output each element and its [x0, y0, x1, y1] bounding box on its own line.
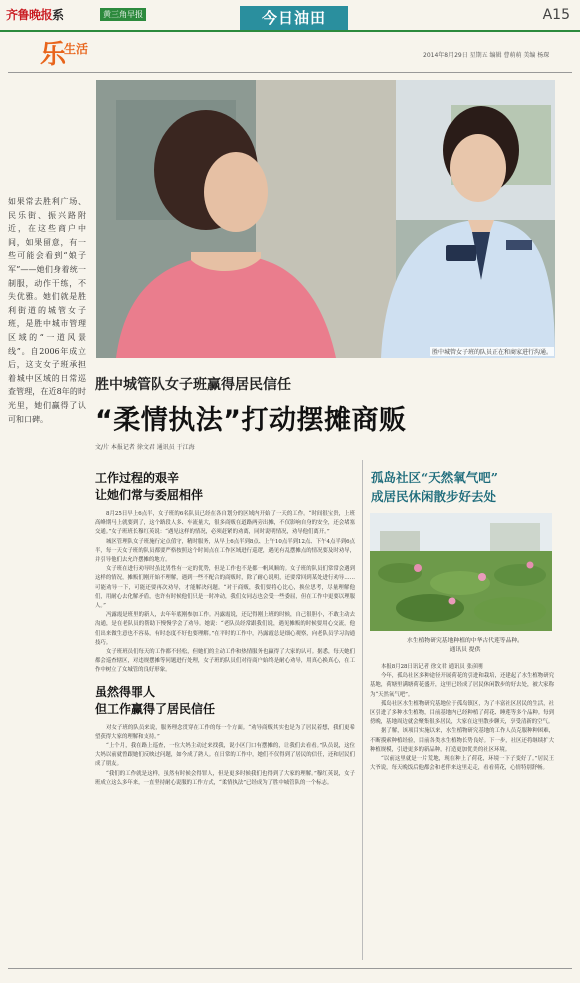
right-story-photo	[370, 513, 552, 631]
main-photo-illustration	[96, 80, 555, 358]
column-logo	[40, 34, 88, 71]
article-paragraph: 女子班班员们每天的工作都不轻松，但她们的主动工作和热情服务也赢得了大家的认可。据悉，每天她们都会巡查辖区，对违规摆摊等问题进行处理，女子班的队员们对待商户始终是耐心劝导，用真心换真心，在工作中树立了女城管的良好形象。	[95, 649, 355, 674]
section1-subheading-line1: 工作过程的艰辛	[95, 471, 180, 485]
brand-suffix: 系	[52, 8, 64, 22]
section1-subheading-line2: 让她们常与委屈相伴	[95, 488, 204, 502]
article-paragraph: 对女子班的队员来说，服务理念贯穿在工作的每一个方面。“劝导商贩其实也是为了居民着想，我们更希望获得大家的理解和支持。”	[95, 724, 355, 740]
right-story-byline: 本报8月28日讯记者 徐文君 通讯员 张彦刚	[381, 664, 483, 670]
page-number: A15	[542, 7, 570, 23]
regional-badge: 黄三角早报	[100, 8, 146, 21]
dateline: 2014年8月29日 星期五 编辑 曹萌萌 美编 杨琛	[423, 52, 550, 59]
right-photo-caption	[380, 637, 550, 655]
right-story-paragraph: 据了解，该项目实施以来，水生植物研究基地的工作人员克服种种困难，不断摸索种植经验，目前各类水生植物长势良好。下一步，社区还将继续扩大种植规模，引进更多的新品种，打造更加优美的社区环境。	[370, 728, 554, 753]
article-body	[95, 470, 355, 788]
section2-subheading	[95, 684, 355, 718]
section2-subheading-line1: 虽然得罪人	[95, 684, 156, 699]
masthead	[0, 0, 580, 32]
header-divider	[0, 30, 580, 32]
section-title: 今日油田	[240, 6, 348, 30]
newspaper-logo	[6, 6, 64, 23]
lotus-pond-illustration	[370, 513, 552, 631]
right-photo-caption-text: 水生植物研究基地种植的中华古代莲等品种。	[407, 638, 523, 644]
brand-name: 齐鲁晚报	[6, 8, 53, 22]
main-photo-caption: 胜中城管女子班的队员正在和商家进行沟通。	[431, 349, 552, 356]
article-paragraph: 女子班在进行劝导时虽比男性有一定的优势，但是工作也不是都一帆风顺的。女子班的队员们常常会遇到这样的情况，摊贩们刚开始不理解，遇到一些不配合的商贩时，除了耐心说明，还要常回到某处进行劝导……可能劝导一下，可能还要再次劝导，才能解决问题。“对于商贩，我们要将心比心，换位思考，尽量理解他们，用耐心去化解矛盾，也许有时候他们只是一时冲动，我们女同志也会受一些委屈，但在工作中更要以理服人。”	[95, 566, 355, 610]
dateline-divider	[8, 72, 572, 73]
sidebar-intro: 如果常去胜利广场、民乐街、振兴路附近，在这些商户中间，如果留意，有一些可能会看到“娘子军”——她们身着统一制服，动作干练，不失优雅。她们就是胜利街道的城管女子班，是胜中城市管理区域的“一道风景线”。自2006年成立后，这支女子班承担着城中区域的日常巡查管理，在近8年的时光里，她们赢得了认可和口碑。	[8, 197, 86, 424]
section2-paragraphs	[95, 724, 355, 788]
column-logo-big: 乐	[40, 40, 67, 70]
column-logo-small: 生活	[64, 42, 89, 56]
article-paragraph: “我们的工作就是这样，虽然有时候会得罪人，但是更多时候我们也得到了大家的理解。”穆红英说，女子班成立这么多年来，一直坚持耐心说服的工作方式，“柔情执法”已经成为了胜中城管队的一个标志。	[95, 770, 355, 786]
article-paragraph: 城区管理队女子班施行定点值守，精时服务，从早上6点半到8点、上午10点半到12点、下午4点半到6点半，每一天女子班的队员都要严格按照这个时间点在工作区域进行巡逻，遇见有乱摆摊点的情况要及时劝导，并引导他们去允许摆摊的地方。	[95, 538, 355, 564]
right-story-paragraph: 孤岛社区水生植物研究基地位于孤岛镇区，为了丰富社区居民的生活，社区引进了多种水生植物，目前基地内已经种植了荷花、睡莲等多个品种。每到傍晚，基地周边就会聚集很多居民，大家在这里散步聊天，享受清新的空气。	[370, 700, 554, 726]
main-photo	[96, 80, 555, 358]
right-photo-credit: 通讯员 提供	[449, 647, 481, 653]
article-paragraph: 8月25日早上6点半，女子班的6名队员已经在各自划分的区域内开始了一天的工作。“时间很宝贵，上班高峰期马上就要到了，这个路段人多、车流量大，很多商贩在道路两旁出摊，不仅影响自身的安全，还会堵塞交通。”女子班班长穆红英说：“遇见这样的情况，必须赶紧的劝离，同时说明情况，劝导他们离开。”	[95, 511, 355, 536]
right-story-paragraph: 今年，孤岛社区多种途径开展荷花的引进和栽培，还建起了水生植物研究基地，荷塘里满塘荷花盛开，这里已经成了居民休闲散步的好去处，被大家称为“天然氧气吧”。	[370, 673, 554, 698]
right-story-headline: 成居民休闲散步好去处	[371, 489, 497, 504]
right-story-paragraph: “以前这里就是一片荒地，现在种上了荷花，环境一下子变好了。”居民王大爷说，每天晚饭后他都会和老伴来这里走走，看看荷花，心情特别舒畅。	[370, 756, 554, 772]
article-kicker: 胜中城管队女子班赢得居民信任	[95, 377, 291, 393]
footer-divider	[8, 968, 572, 969]
right-story-body	[370, 663, 554, 773]
right-story-kicker: 孤岛社区“天然氧气吧”	[371, 470, 498, 485]
section1-paragraphs	[95, 510, 355, 676]
article-headline: “柔情执法”打动摆摊商贩	[95, 405, 407, 436]
article-paragraph: “上个月，我在路上巡查，一位大妈主动过来找我，说小区门口有摆摊的，让我们去看看。”队员说，这位大妈以前就曾跟她们反映过问题，如今成了熟人。在日常的工作中，她们不仅得到了居民的信任，还和居民们成了朋友。	[95, 743, 355, 768]
section1-subheading	[95, 470, 355, 504]
article-byline: 文/片 本报记者 徐文君 通讯员 于江海	[95, 444, 195, 451]
section2-subheading-line2: 但工作赢得了居民信任	[95, 701, 216, 716]
article-paragraph: 冯露霞是班里的新人，去年年底刚参加工作。冯露霞说，还记得刚上班的时候，自己很胆小，不敢主动去沟通，是在老队员的帮助下慢慢学会了劝导。她说：“老队员经常跟我们说，遇见摊贩的时候要用心交流，他们出来做生意也不容易，有时态度不好也要理解。”在平时的工作中，冯露霞总是细心观察，向老队员学习沟通技巧。	[95, 612, 355, 646]
column-divider	[362, 460, 363, 960]
